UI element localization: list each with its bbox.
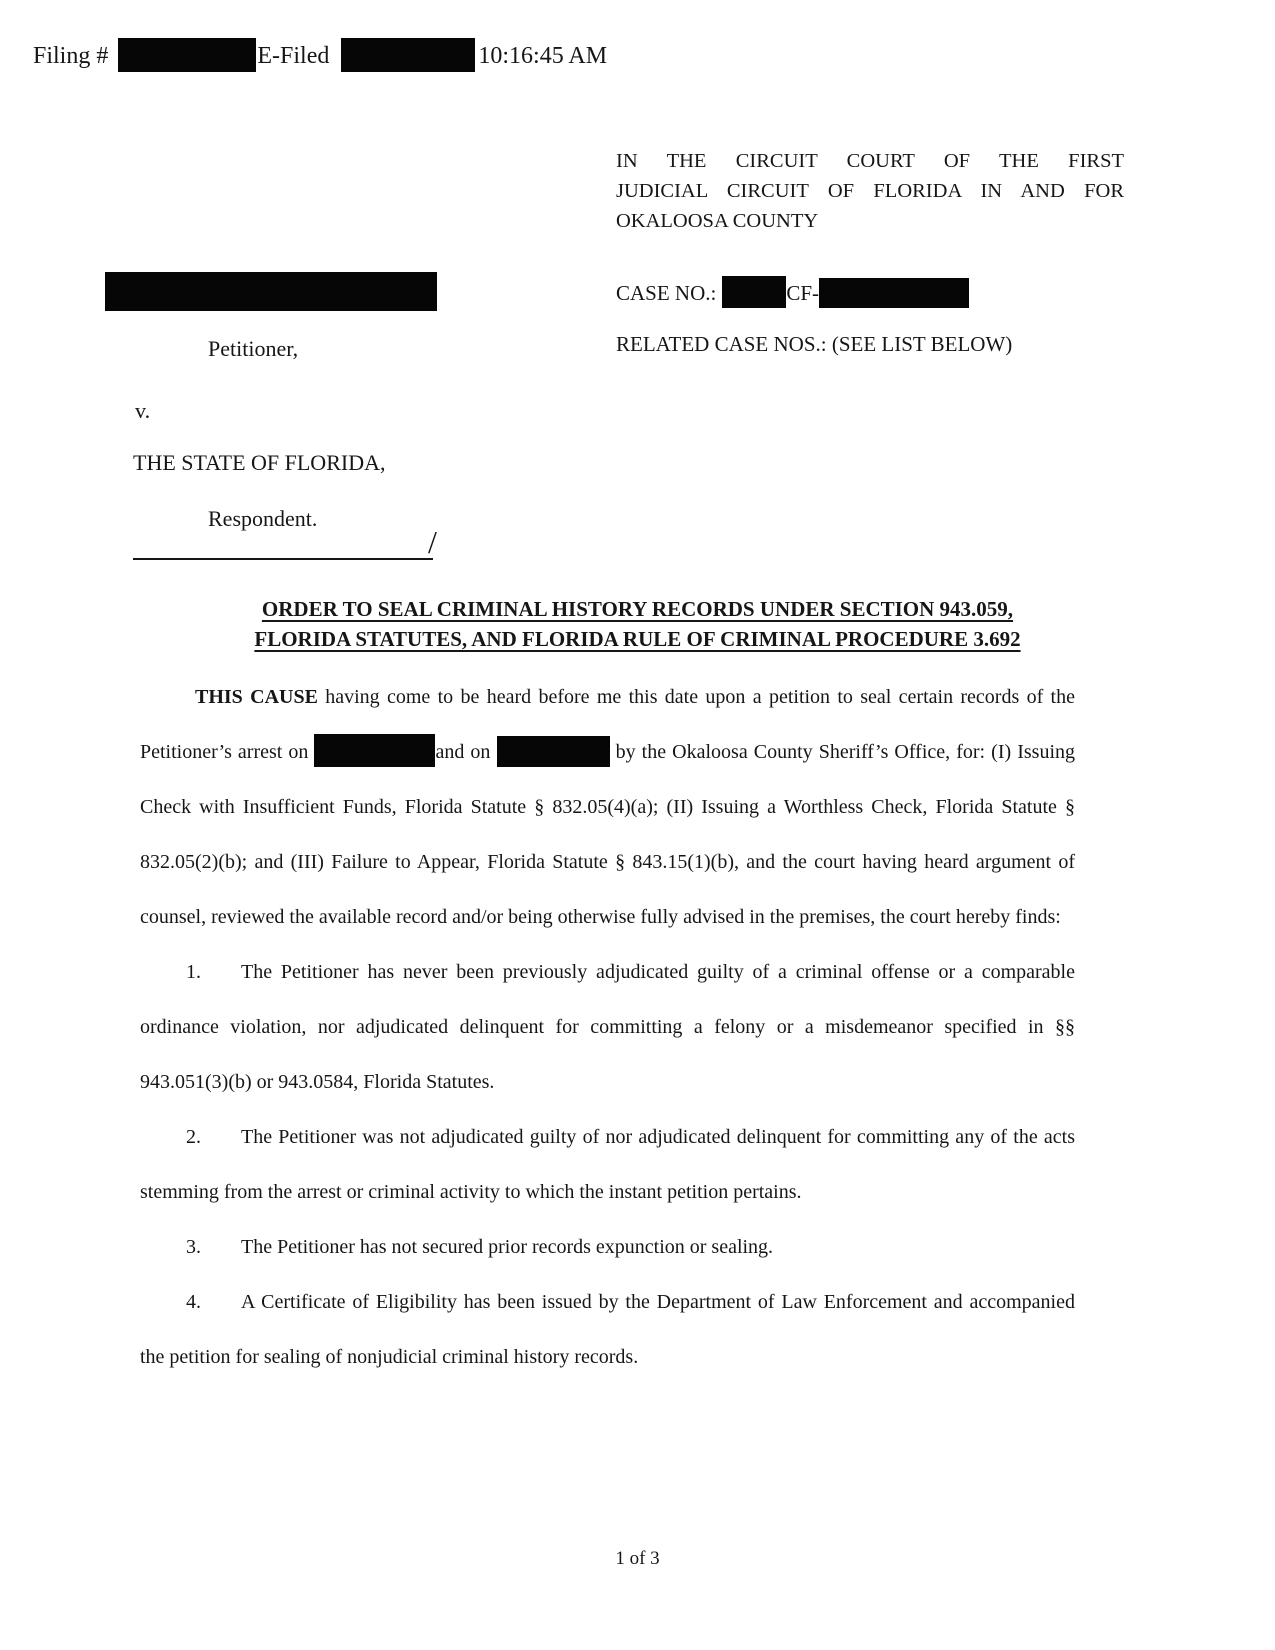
court-line-1: IN THE CIRCUIT COURT OF THE FIRST — [616, 150, 1124, 172]
finding-paragraph-3 — [140, 1220, 1075, 1275]
finding-paragraph-4 — [140, 1275, 1075, 1385]
court-line-3: OKALOOSA COUNTY — [616, 210, 819, 232]
filing-number-label: Filing # — [33, 43, 109, 69]
redaction-filing-number — [118, 38, 256, 72]
efiled-label: E-Filed — [257, 43, 330, 69]
finding-number: 1. — [186, 961, 201, 983]
redaction-case-number — [819, 278, 969, 308]
filing-header — [33, 38, 607, 72]
filing-time: 10:16:45 AM — [478, 43, 608, 69]
intro-seg-2: and on — [435, 741, 497, 763]
finding-number: 2. — [186, 1126, 201, 1148]
finding-text: The Petitioner has not secured prior records expunction or sealing. — [241, 1236, 774, 1258]
respondent-label: Respondent. — [208, 506, 318, 531]
case-cf-label: CF- — [786, 281, 820, 305]
page-number: 1 of 3 — [615, 1548, 660, 1569]
redaction-arrest-date-2 — [497, 736, 610, 767]
case-number-line — [616, 276, 969, 308]
related-cases-line: RELATED CASE NOS.: (SEE LIST BELOW) — [616, 332, 1013, 356]
intro-paragraph — [140, 670, 1075, 945]
intro-seg-1: having come to be heard before me this date upon a petition to seal certain records of the Petitioner’s arrest on — [140, 686, 1075, 763]
finding-number: 3. — [186, 1236, 201, 1258]
finding-text: The Petitioner has never been previously adjudicated guilty of a criminal offense or a comparable ordinance violation, nor adjudicated delinquent for committing a felony or a misdemeanor specified in §§ 943.051(3)(b) or 943.0584, Florida Statutes. — [140, 961, 1075, 1093]
finding-text: The Petitioner was not adjudicated guilty of nor adjudicated delinquent for committing any of the acts stemming from the arrest or criminal activity to which the instant petition pertains. — [140, 1126, 1075, 1203]
redaction-case-year — [722, 276, 786, 308]
versus-label: v. — [135, 398, 151, 423]
intro-seg-3: by the Okaloosa County Sheriff’s Office, for: (I) Issuing Check with Insufficient Funds, Florida Statute § 832.05(4)(a); (II) Issuing a Worthless Check, Florida Statute § 832.05(2)(b); and (III) Failure to Appear, Florida Statute § 843.15(1)(b), and the court having heard argument of counsel, reviewed the available record and/or being otherwise fully advised in the premises, the court hereby finds: — [140, 741, 1075, 928]
caption-terminator-slash: / — [428, 524, 437, 560]
intro-lead: THIS CAUSE — [195, 686, 318, 708]
case-number-label: CASE NO.: — [616, 281, 717, 305]
order-title — [0, 594, 1275, 654]
redaction-petitioner-name — [105, 272, 437, 311]
petitioner-label: Petitioner, — [208, 336, 299, 361]
order-body — [140, 670, 1075, 1385]
redaction-filing-date — [341, 38, 475, 72]
finding-paragraph-1 — [140, 945, 1075, 1110]
redaction-arrest-date-1 — [314, 734, 435, 767]
finding-text: A Certificate of Eligibility has been issued by the Department of Law Enforcement and accompanied the petition for sealing of nonjudicial criminal history records. — [140, 1291, 1075, 1368]
finding-number: 4. — [186, 1291, 201, 1313]
finding-paragraph-2 — [140, 1110, 1075, 1220]
order-title-line-1: ORDER TO SEAL CRIMINAL HISTORY RECORDS UNDER SECTION 943.059, — [261, 597, 1014, 621]
court-designation — [616, 146, 1124, 236]
caption-terminator-line — [133, 518, 433, 560]
order-title-line-2: FLORIDA STATUTES, AND FLORIDA RULE OF CRIMINAL PROCEDURE 3.692 — [254, 627, 1021, 651]
court-line-2: JUDICIAL CIRCUIT OF FLORIDA IN AND FOR — [616, 180, 1124, 202]
respondent-name: THE STATE OF FLORIDA, — [133, 450, 386, 475]
